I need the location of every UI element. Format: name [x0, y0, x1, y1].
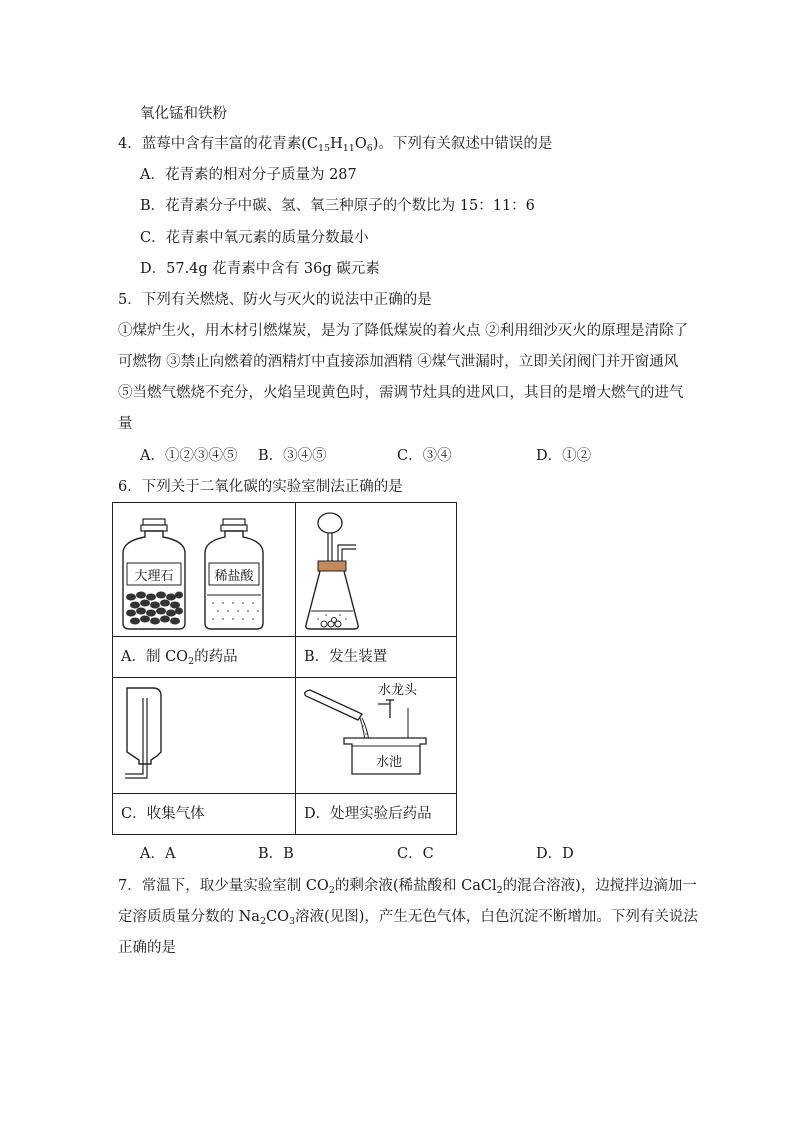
cell-reagents-figure [113, 503, 296, 637]
q7-text: 的混合溶液)，边搅拌边滴加一 [502, 878, 697, 894]
q4-option-b[interactable]: B．花青素分子中碳、氢、氧三种原子的个数比为 15：11：6 [140, 198, 535, 214]
q4-subscript: 6 [366, 143, 373, 154]
continued-option-text: 氧化锰和铁粉 [140, 106, 227, 122]
q5-option-d[interactable]: D．①② [536, 448, 592, 464]
q6-figure-table [112, 502, 457, 835]
question-4-stem [118, 134, 552, 154]
q7-text: 的剩余液(稀盐酸和 CaCl [334, 878, 497, 894]
question-7-stem-line-2 [118, 907, 698, 927]
q4-stem-part: H [330, 136, 343, 152]
q4-option-a[interactable]: A．花青素的相对分子质量为 287 [140, 167, 357, 183]
q4-subscript: 11 [342, 143, 355, 154]
waste-disposal-figure [296, 678, 456, 793]
cell-collection-figure [113, 678, 296, 794]
reagent-bottles-figure [113, 503, 295, 636]
q4-subscript: 15 [317, 143, 331, 154]
caption-c: C．收集气体 [113, 794, 296, 835]
q4-stem-part: )。下列有关叙述中错误的是 [372, 136, 553, 152]
q5-body-line: ⑤当燃气燃烧不充分，火焰呈现黄色时，需调节灶具的进风口，其目的是增大燃气的进气 [118, 385, 684, 401]
q5-body-line: ①煤炉生火，用木材引燃煤炭，是为了降低煤炭的着火点 ②利用细沙灭火的原理是清除了 [118, 323, 689, 339]
caption-a-subscript: 2 [188, 656, 195, 667]
caption-a-text: A．制 CO [121, 649, 189, 665]
cell-generator-figure [296, 503, 457, 637]
caption-a-text: 的药品 [194, 649, 238, 665]
q7-subscript: 2 [328, 885, 335, 896]
label-marble: 大理石 [134, 569, 174, 584]
gas-generator-figure [296, 503, 456, 636]
q6-option-a[interactable]: A．A [140, 846, 176, 862]
label-dilute-hcl: 稀盐酸 [214, 569, 254, 584]
q4-stem-part: O [354, 136, 367, 152]
q5-option-b[interactable]: B．③④⑤ [258, 448, 327, 464]
q6-option-c[interactable]: C．C [397, 846, 434, 862]
q5-body-line: 可燃物 ③禁止向燃着的酒精灯中直接添加酒精 ④煤气泄漏时，立即关闭阀门并开窗通风 [118, 354, 679, 370]
q7-text: 溶液(见图)，产生无色气体，白色沉淀不断增加。下列有关说法 [295, 909, 698, 925]
q7-text: CO [266, 909, 289, 925]
q4-option-c[interactable]: C．花青素中氧元素的质量分数最小 [140, 230, 369, 246]
question-5-stem: 5．下列有关燃烧、防火与灭火的说法中正确的是 [118, 292, 432, 308]
q4-stem-part: 4．蓝莓中含有丰富的花青素(C [118, 136, 318, 152]
gas-collection-figure [113, 678, 295, 793]
q7-text: 7．常温下，取少量实验室制 CO [118, 878, 329, 894]
cell-disposal-figure [296, 678, 457, 794]
question-6-stem: 6．下列关于二氧化碳的实验室制法正确的是 [118, 479, 403, 495]
question-7-stem-line-1 [118, 876, 697, 896]
q7-subscript: 2 [259, 916, 266, 927]
caption-b: B．发生装置 [296, 637, 457, 678]
label-sink: 水池 [376, 755, 403, 770]
q6-option-b[interactable]: B．B [258, 846, 294, 862]
q5-body-line: 量 [118, 416, 133, 432]
q7-subscript: 3 [288, 916, 296, 927]
q4-option-d[interactable]: D．57.4g 花青素中含有 36g 碳元素 [140, 261, 380, 277]
caption-a [113, 637, 296, 678]
q5-option-c[interactable]: C．③④ [397, 448, 452, 464]
caption-d: D．处理实验后药品 [296, 794, 457, 835]
question-7-stem-line-3: 正确的是 [118, 940, 176, 956]
label-faucet: 水龙头 [378, 683, 418, 698]
q7-text: 定溶质质量分数的 Na [118, 909, 260, 925]
q5-option-a[interactable]: A．①②③④⑤ [140, 448, 238, 464]
q7-subscript: 2 [496, 885, 503, 896]
q6-option-d[interactable]: D．D [536, 846, 574, 862]
